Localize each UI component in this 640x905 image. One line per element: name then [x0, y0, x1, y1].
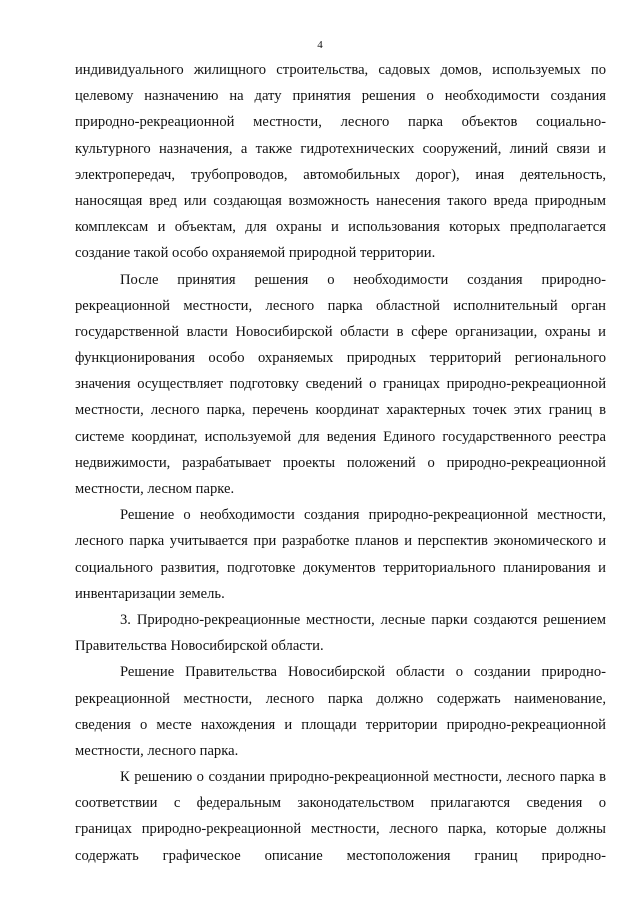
text-line: К решению о создании природно-рекреационной местности, лесного парка в: [120, 769, 606, 786]
text-line: социального развития, подготовке документов территориального планирования и: [75, 559, 606, 576]
text-line: Решение Правительства Новосибирской области о создании природно-: [120, 664, 606, 681]
page-number: 4: [317, 39, 323, 51]
text-line: недвижимости, разрабатывает проекты положений о природно-рекреационной: [75, 454, 606, 471]
paragraph-3: [75, 502, 606, 607]
text-line: государственной власти Новосибирской области в сфере организации, охраны и: [75, 323, 606, 340]
text-line: природно-рекреационной местности, лесного парка объектов социально-: [75, 114, 606, 131]
text-line: 3. Природно-рекреационные местности, лесные парки создаются решением: [120, 611, 606, 628]
paragraph-2: [75, 267, 606, 503]
text-line: лесного парка учитывается при разработке планов и перспектив экономического и: [75, 533, 606, 550]
text-line: местности, лесного парка, перечень координат характерных точек этих границ в: [75, 402, 606, 419]
text-line: соответствии с федеральным законодательством прилагаются сведения о: [75, 795, 606, 812]
paragraph-4: [75, 607, 606, 659]
document-body: [75, 57, 606, 869]
text-line: значения осуществляет подготовку сведений о границах природно-рекреационной: [75, 376, 606, 393]
text-line: целевому назначению на дату принятия решения о необходимости создания: [75, 88, 606, 105]
text-line: инвентаризации земель.: [75, 585, 225, 602]
text-line: создание такой особо охраняемой природной территории.: [75, 245, 436, 262]
paragraph-6: [75, 764, 606, 869]
text-line: электропередач, трубопроводов, автомобильных дорог), иная деятельность,: [75, 166, 606, 183]
text-line: рекреационной местности, лесного парка областной исполнительный орган: [75, 297, 606, 314]
text-line: функционирования особо охраняемых природных территорий регионального: [75, 350, 606, 367]
paragraph-5: [75, 659, 606, 764]
text-line: Правительства Новосибирской области.: [75, 638, 324, 655]
text-line: содержать графическое описание местоположения границ природно-: [75, 847, 606, 864]
text-line: индивидуального жилищного строительства, садовых домов, используемых по: [75, 62, 606, 78]
text-line: местности, лесного парка.: [75, 742, 239, 759]
text-line: культурного назначения, а также гидротехнических сооружений, линий связи и: [75, 140, 606, 157]
text-line: системе координат, используемой для ведения Единого государственного реестра: [75, 428, 606, 445]
text-line: После принятия решения о необходимости создания природно-: [120, 271, 606, 288]
text-line: местности, лесном парке.: [75, 481, 235, 497]
paragraph-1: [75, 57, 606, 267]
text-line: наносящая вред или создающая возможность нанесения такого вреда природным: [75, 192, 606, 209]
text-line: сведения о месте нахождения и площади территории природно-рекреационной: [75, 716, 606, 733]
text-line: границах природно-рекреационной местности, лесного парка, которые должны: [75, 821, 606, 838]
text-line: Решение о необходимости создания природно-рекреационной местности,: [120, 507, 606, 524]
text-line: комплексам и объектам, для охраны и использования которых предполагается: [75, 219, 606, 236]
text-line: рекреационной местности, лесного парка должно содержать наименование,: [75, 690, 606, 707]
